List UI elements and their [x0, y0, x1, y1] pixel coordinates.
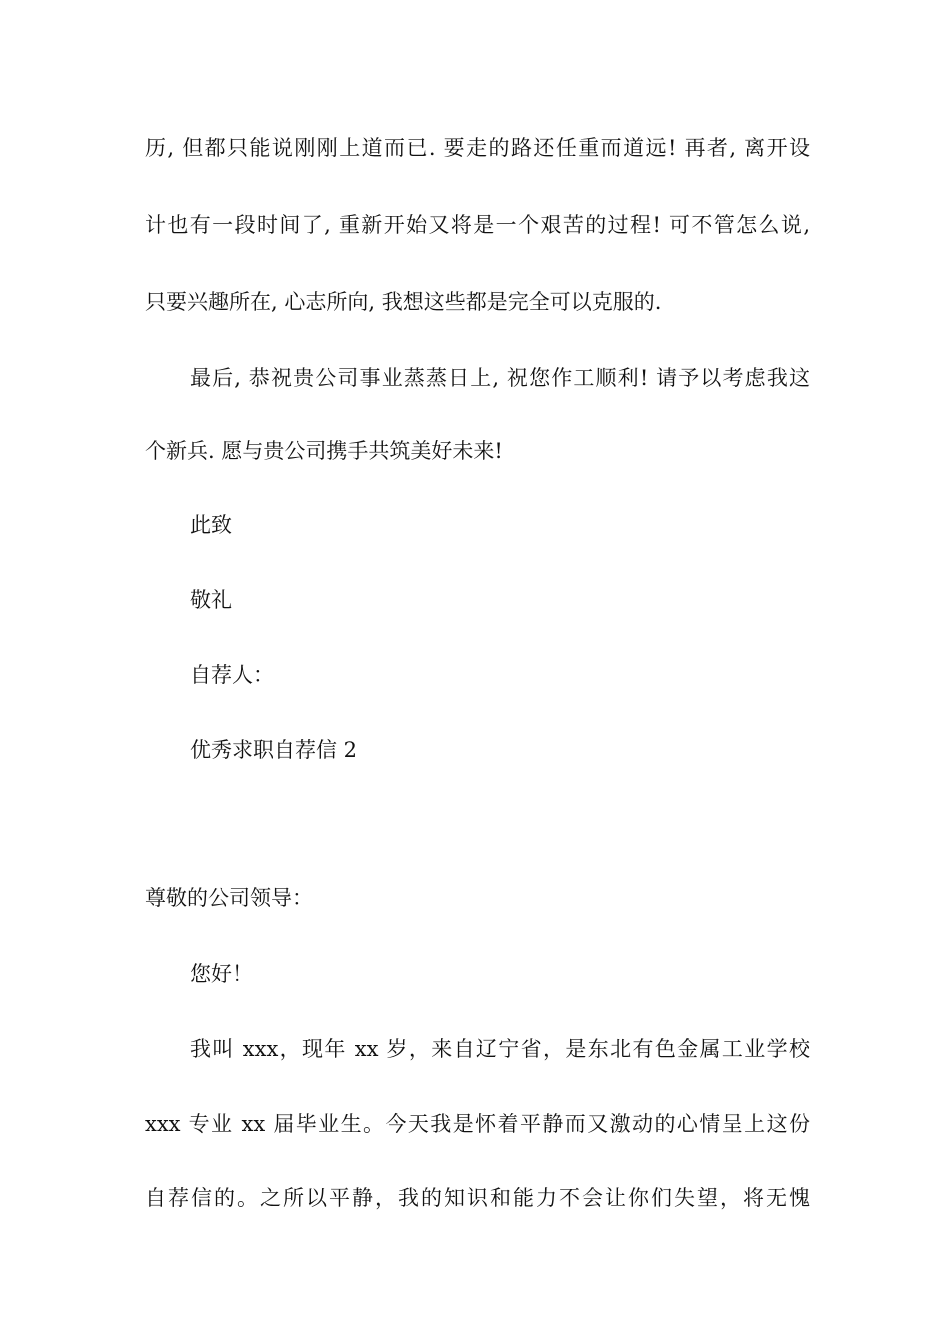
- letter-salutation: 尊敬的公司领导：: [145, 886, 313, 910]
- body-text-line: 最后, 恭祝贵公司事业蒸蒸日上, 祝您作工顺利! 请予以考虑我这: [190, 366, 810, 390]
- body-text-line: 自荐信的。之所以平静，我的知识和能力不会让你们失望，将无愧: [145, 1186, 810, 1210]
- body-text-line: 只要兴趣所在, 心志所向, 我想这些都是完全可以克服的.: [145, 290, 662, 314]
- signature-label: 自荐人：: [190, 663, 274, 687]
- closing-regards: 敬礼: [190, 588, 232, 612]
- closing-salutation: 此致: [190, 513, 232, 537]
- body-text-line: 个新兵. 愿与贵公司携手共筑美好未来!: [145, 439, 503, 463]
- body-text-line: xxx 专业 xx 届毕业生。今天我是怀着平静而又激动的心情呈上这份: [145, 1112, 810, 1136]
- greeting: 您好！: [190, 962, 253, 986]
- body-text-line: 我叫 xxx，现年 xx 岁，来自辽宁省，是东北有色金属工业学校: [190, 1037, 810, 1061]
- body-text-line: 计也有一段时间了, 重新开始又将是一个艰苦的过程! 可不管怎么说,: [145, 213, 810, 237]
- section-title: 优秀求职自荐信 2: [190, 738, 358, 762]
- body-text-line: 历, 但都只能说刚刚上道而已. 要走的路还任重而道远! 再者, 离开设: [145, 136, 810, 160]
